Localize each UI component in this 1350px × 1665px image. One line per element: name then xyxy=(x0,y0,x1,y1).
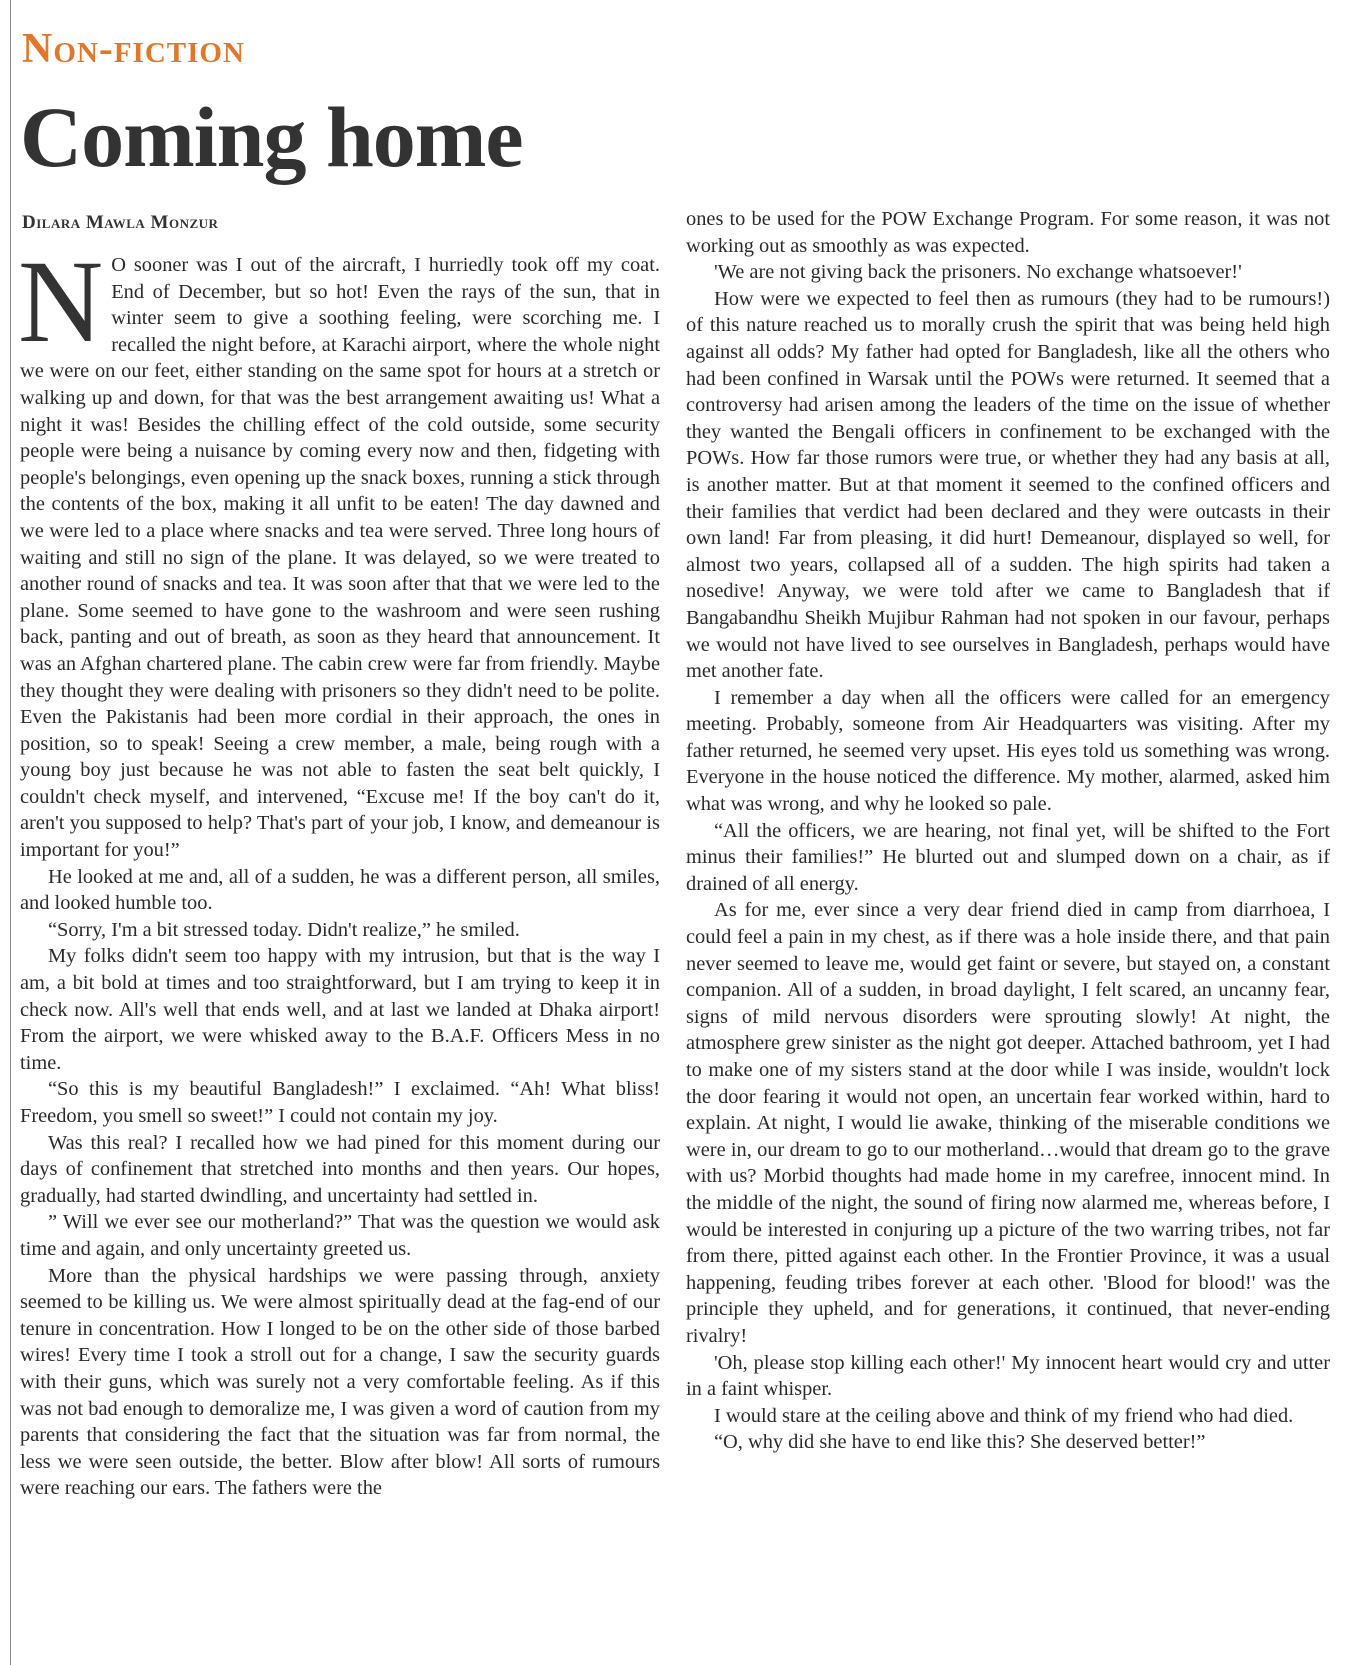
article-paragraph: As for me, ever since a very dear friend died in camp from diarrhoea, I could feel a pain in my chest, as if there was a hole inside there, and that pain never seemed to leave me, would get faint or severe, but stayed on, a constant companion. All of a sudden, in broad daylight, I felt scared, an uncanny fear, signs of mild nervous disorders were sprouting slowly! At night, the atmosphere grew sinister as the night got deeper. Attached bathroom, yet I had to make one of my sisters stand at the door while I was inside, wouldn't lock the door fearing it would not open, an uncertain fear worked within, hard to explain. At night, I would lie awake, thinking of the miserable conditions we were in, our dream to go to our motherland…would that dream go to the grave with us? Morbid thoughts had made home in my carefree, innocent mind. In the middle of the night, the sound of firing now alarmed me, whereas before, I would be interested in conjuring up a picture of the two warring tribes, not far from there, pitted against each other. In the Frontier Province, it was a usual happening, feuding tribes forever at each other. 'Blood for blood!' was the principle they upheld, and for generations, it continued, that never-ending rivalry! xyxy=(686,899,1330,1347)
article-column-right xyxy=(686,206,1330,1456)
page-title: Coming home xyxy=(20,89,523,185)
article-paragraph: 'Oh, please stop killing each other!' My innocent heart would cry and utter in a faint whisper. xyxy=(686,1351,1330,1401)
article-paragraph: Was this real? I recalled how we had pined for this moment during our days of confinement that stretched into months and then years. Our hopes, gradually, had started dwindling, and uncertainty had settled in. xyxy=(20,1131,660,1207)
article-paragraph: “O, why did she have to end like this? She deserved better!” xyxy=(714,1431,1206,1454)
article-paragraph: “So this is my beautiful Bangladesh!” I exclaimed. “Ah! What bliss! Freedom, you smell so sweet!” I could not contain my joy. xyxy=(20,1078,660,1127)
article-paragraph: I remember a day when all the officers were called for an emergency meeting. Probably, someone from Air Headquarters was visiting. After my father returned, he seemed very upset. His eyes told us something was wrong. Everyone in the house noticed the difference. My mother, alarmed, asked him what was wrong, and why he looked so pale. xyxy=(686,686,1330,816)
article-paragraph: How were we expected to feel then as rumours (they had to be rumours!) of this nature reached us to morally crush the spirit that was being held high against all odds? My father had opted for Bangladesh, like all the others who had been confined in Warsak until the POWs were returned. It seemed that a controversy had arisen among the leaders of the time on the issue of whether they wanted the Bengali officers in confinement to be exchanged with the POWs. How far those rumors were true, or whether they had any basis at all, is another matter. But at that moment it seemed to the confined officers and their families that verdict had been declared and they were outcasts in their own land! Far from pleasing, it did hurt! Demeanour, displayed so well, for almost two years, collapsed all of a sudden. The high spirits had taken a nosedive! Anyway, we were told after we came to Bangladesh that if Bangabandhu Sheikh Mujibur Rahman had not spoken in our favour, perhaps we would not have lived to see ourselves in Bangladesh, perhaps would have met another fate. xyxy=(686,287,1330,683)
left-border-rule xyxy=(10,0,11,1665)
article-paragraph: N O sooner was I out of the aircraft, I hurriedly took off my coat. End of December, but so hot! Even the rays of the sun, that in winter seem to give a soothing feeling, were scorching me. I recalled the night before, at Karachi airport, where the whole night we were on our feet, either standing on the same spot for hours at a stretch or walking up and down, for that was the best arrangement awaiting us! What a night it was! Besides the chilling effect of the cold outside, some security people were being a nuisance by coming every now and then, fidgeting with people's belongings, even opening up the snack boxes, running a stick through the contents of the box, making it all unfit to be eaten! The day dawned and we were led to a place where snacks and tea were served. Three long hours of waiting and still no sign of the plane. It was delayed, so we were treated to another round of snacks and tea. It was soon after that that we were led to the plane. Some seemed to have gone to the washroom and were seen rushing back, panting and out of breath, as soon as they heard that announcement. It was an Afghan chartered plane. The cabin crew were far from friendly. Maybe they thought they were dealing with prisoners so they didn't need to be polite. Even the Pakistanis had been more cordial in their approach, the ones in position, so to speak! Seeing a crew member, a male, being rough with a young boy just because he was not able to fasten the seat belt quickly, I couldn't check myself, and intervened, “Excuse me! If the boy can't do it, aren't you supposed to help? That's part of your job, I know, and demeanour is important for you!” xyxy=(18,236,660,862)
section-label: Non-fiction xyxy=(22,26,245,72)
drop-cap: N xyxy=(18,236,104,367)
article-paragraph: ones to be used for the POW Exchange Program. For some reason, it was not working out as smoothly as was expected. xyxy=(686,208,1330,257)
article-column-left xyxy=(18,236,660,1502)
article-paragraph: My folks didn't seem too happy with my intrusion, but that is the way I am, a bit bold at times and too straightforward, but I am trying to keep it in check now. All's well that ends well, and at last we landed at Dhaka airport! From the airport, we were whisked away to the B.A.F. Officers Mess in no time. xyxy=(20,945,660,1074)
article-paragraph: 'We are not giving back the prisoners. No exchange whatsoever!' xyxy=(714,261,1242,284)
article-paragraph: I would stare at the ceiling above and think of my friend who had died. xyxy=(714,1404,1294,1427)
article-paragraph: ” Will we ever see our motherland?” That was the question we would ask time and again, and only uncertainty greeted us. xyxy=(20,1211,660,1260)
byline: Dilara Mawla Monzur xyxy=(22,212,219,233)
article-paragraph: “Sorry, I'm a bit stressed today. Didn't realize,” he smiled. xyxy=(48,918,520,941)
article-paragraph: More than the physical hardships we were passing through, anxiety seemed to be killing us. We were almost spiritually dead at the fag-end of our tenure in concentration. How I longed to be on the other side of those barbed wires! Every time I took a stroll out for a change, I saw the security guards with their guns, which was surely not a very comfortable feeling. As if this was not bad enough to demoralize me, I was given a word of caution from my parents that considering the fact that the situation was far from normal, the less we were seen outside, the better. Blow after blow! All sorts of rumours were reaching our ears. The fathers were the xyxy=(20,1264,660,1500)
article-paragraph: He looked at me and, all of a sudden, he was a different person, all smiles, and looked humble too. xyxy=(20,865,660,915)
article-paragraph: “All the officers, we are hearing, not final yet, will be shifted to the Fort minus their families!” He blurted out and slumped down on a chair, as if drained of all energy. xyxy=(686,819,1330,895)
